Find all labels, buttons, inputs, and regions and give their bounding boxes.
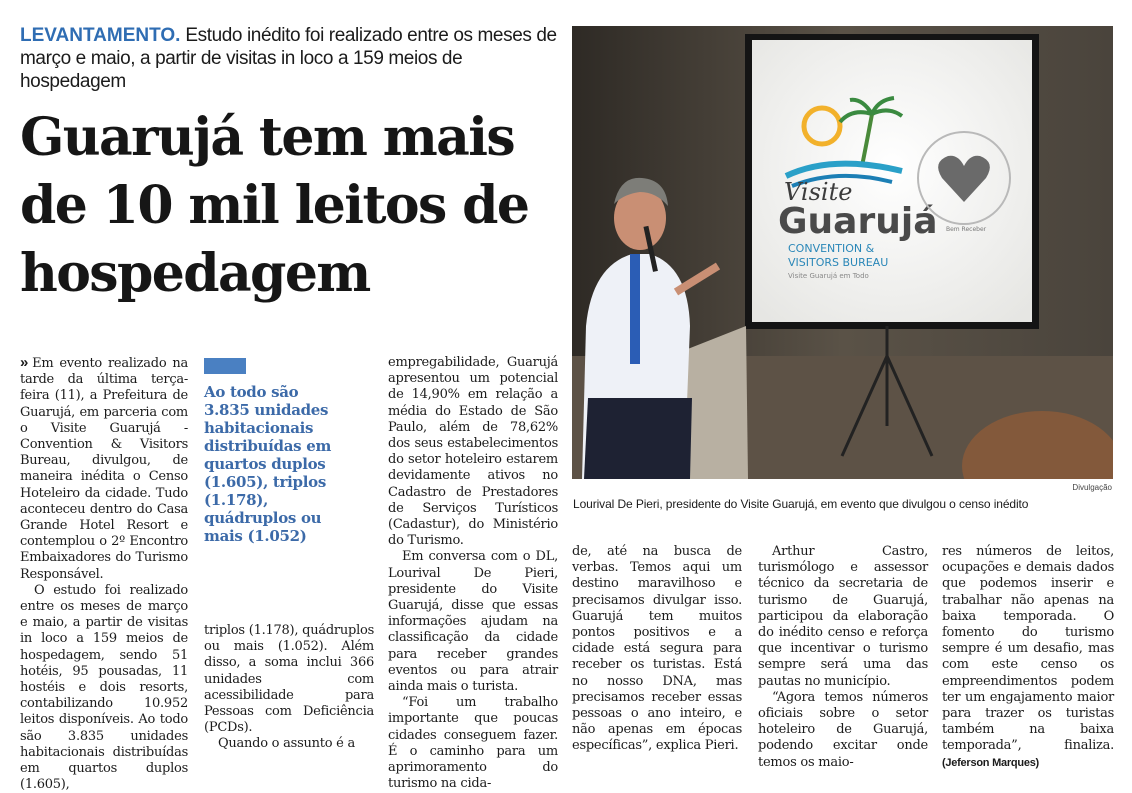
article-column-2	[204, 623, 374, 753]
screen-logo-sub2: VISITORS BUREAU	[788, 256, 889, 269]
article-paragraph: Em conversa com o DL, Lourival De Pieri, presidente do Visite Guarujá, disse que essas informações ajudam na classificação da cidade para receber grandes eventos ou para atrair ainda mais o turista.	[388, 549, 558, 695]
pull-quote: Ao todo são 3.835 unidades habitacionais distribuídas em quartos duplos (1.605), triplos (1.178), quádruplos ou mais (1.052)	[204, 383, 332, 545]
article-paragraph: Quando o assunto é a	[218, 736, 355, 752]
article-column-5	[758, 544, 928, 771]
bullet-icon: »	[20, 354, 29, 371]
kicker-text: Estudo inédito foi realizado entre os meses de março e maio, a partir de visitas in loco a 159 meios de hospedagem	[20, 25, 557, 92]
article-column-6	[942, 544, 1114, 771]
photo-credit: Divulgação	[1072, 483, 1112, 492]
article-paragraph: triplos (1.178), quádruplos ou mais (1.052). Além disso, a soma inclui 366 unidades com acessibilidade para Pessoas com Deficiência (PCDs).	[204, 623, 374, 736]
photo-caption: Lourival De Pieri, presidente do Visite Guarujá, em evento que divulgou o censo inédito	[573, 497, 1029, 511]
screen-logo-big: Guarujá	[778, 201, 938, 242]
screen-heart-text: Bem Receber	[946, 226, 987, 233]
event-photo-illustration	[572, 26, 1113, 479]
article-column-1	[20, 355, 188, 793]
article-paragraph: res números de leitos, ocupações e demais dados que podemos inserir e trabalhar não apenas na baixa temporada. O fomento do turismo sempre é um desafio, mas com este censo os empreendimentos podem ter um engajamento maior para trazer os turistas também na baixa temporada”, finaliza. (Jeferson Marques)	[942, 544, 1114, 769]
byline: (Jeferson Marques)	[942, 756, 1039, 769]
event-photo	[572, 26, 1113, 479]
pullquote-bar	[204, 358, 246, 374]
article-paragraph: » Em evento realizado na tarde da última terça-feira (11), a Prefeitura de Guarujá, em parceria com o Visite Guarujá - Convention & Visitors Bureau, divulgou, de maneira inédita o Censo Hoteleiro da cidade. Tudo aconteceu dentro do Casa Grande Hotel Resort e contemplou o 2º Encontro Embaixadores do Turismo Responsável.	[20, 354, 188, 582]
article-paragraph: empregabilidade, Guarujá apresentou um potencial de 14,90% em relação a média do Estado de São Paulo, além de 78,62% dos seus estabelecimentos do setor hoteleiro estarem devidamente ativos no Cadastro de Prestadores de Serviços Turísticos (Cadastur), do Ministério do Turismo.	[388, 355, 558, 549]
article-column-3	[388, 355, 558, 792]
article-paragraph: Arthur Castro, turismólogo e assessor técnico da secretaria de turismo de Guarujá, participou da elaboração do inédito censo e reforça que incentivar o turismo sempre será uma das pautas no município.	[758, 544, 928, 689]
kicker-tag: LEVANTAMENTO.	[20, 25, 181, 46]
article-paragraph: de, até na busca de verbas. Temos aqui um destino maravilhoso e precisamos divulgar isso. Guarujá tem muitos pontos positivos e a cidade está segura para receber os turistas. Está no nosso DNA, mas precisamos receber essas pessoas o ano inteiro, e não apenas em épocas específicas”, explica Pieri.	[572, 544, 742, 754]
screen-logo-sub3: Visite Guarujá em Todo	[788, 272, 869, 280]
article-paragraph: O estudo foi realizado entre os meses de março e maio, a partir de visitas in loco a 159 meios de hospedagem, sendo 51 hotéis, 95 pousadas, 11 hostéis e dois resorts, contabilizando 10.952 leitos disponíveis. Ao todo são 3.835 unidades habitacionais distribuídas em quartos duplos (1.605),	[20, 582, 188, 793]
article-paragraph: “Agora temos números oficiais sobre o setor hoteleiro de Guarujá, podendo excitar onde temos os maio-	[758, 689, 928, 770]
screen-logo-small: Visite	[784, 178, 853, 206]
screen-logo-sub1: CONVENTION &	[788, 242, 875, 255]
article-paragraph: “Foi um trabalho importante que poucas cidades conseguem fazer. É o caminho para um aprimoramento do turismo na cida-	[388, 695, 558, 792]
article-column-4	[572, 544, 742, 755]
headline: Guarujá tem mais de 10 mil leitos de hospedagem	[20, 107, 529, 304]
kicker	[20, 24, 565, 93]
